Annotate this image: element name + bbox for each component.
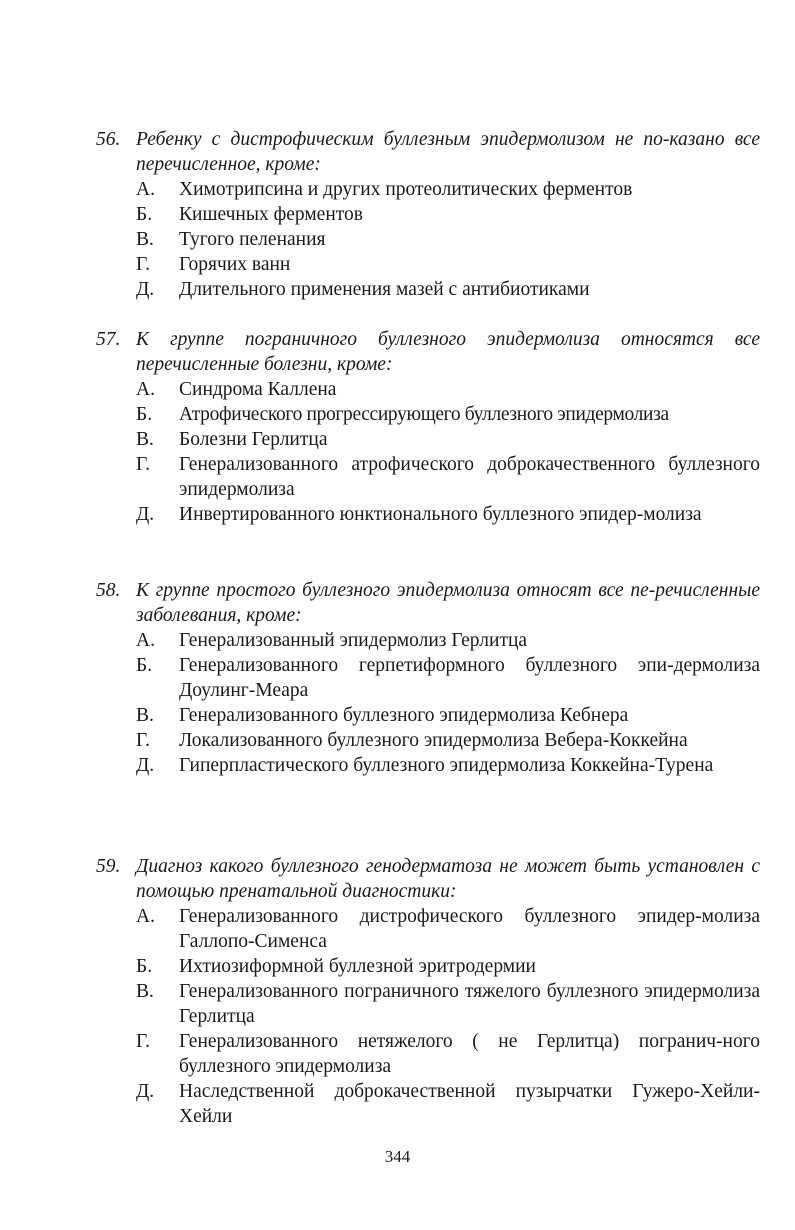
option-letter: В. — [136, 429, 154, 450]
answer-option — [96, 452, 760, 502]
option-text: Синдрома Каллена — [179, 379, 337, 400]
option-text: Ихтиозиформной буллезной эритродермии — [179, 956, 536, 977]
question-text: К группе пограничного буллезного эпидермолиза относятся все перечисленные болезни, кроме: — [136, 329, 760, 375]
answer-options — [96, 904, 760, 1129]
question-header — [96, 127, 760, 177]
answer-option — [96, 402, 760, 427]
option-letter: А. — [136, 379, 155, 400]
option-letter: А. — [136, 906, 155, 927]
question-number: 58. — [96, 580, 121, 601]
answer-options — [96, 628, 760, 778]
page-number: 344 — [384, 1147, 411, 1166]
question-56 — [96, 127, 760, 302]
answer-option — [96, 427, 760, 452]
answer-option — [96, 1079, 760, 1129]
option-letter: В. — [136, 981, 154, 1002]
answer-option — [96, 177, 760, 202]
question-59 — [96, 854, 760, 1129]
answer-option — [96, 202, 760, 227]
question-text: К группе простого буллезного эпидермолиза относят все пе-речисленные заболевания, кроме: — [136, 580, 760, 626]
option-text: Горячих ванн — [179, 254, 291, 275]
option-letter: А. — [136, 630, 155, 651]
option-letter: А. — [136, 179, 155, 200]
option-letter: В. — [136, 229, 154, 250]
option-letter: Б. — [136, 655, 153, 676]
answer-option — [96, 703, 760, 728]
option-letter: Г. — [136, 730, 150, 751]
question-text: Диагноз какого буллезного генодерматоза не может быть установлен с помощью пренатальной диагностики: — [136, 856, 760, 902]
answer-option — [96, 728, 760, 753]
option-text: Тугого пеленания — [179, 229, 326, 250]
question-number: 57. — [96, 329, 121, 350]
option-letter: Д. — [136, 504, 155, 525]
answer-option — [96, 653, 760, 703]
option-text: Генерализованного дистрофического буллезного эпидер-молиза Галлопо-Сименса — [179, 906, 760, 952]
option-text: Атрофического прогрессирующего буллезного эпидермолиза — [179, 404, 669, 425]
question-57 — [96, 327, 760, 527]
option-text: Локализованного буллезного эпидермолиза Вебера-Коккейна — [179, 730, 688, 751]
option-letter: Г. — [136, 454, 150, 475]
option-letter: Д. — [136, 755, 155, 776]
option-text: Генерализованного герпетиформного буллезного эпи-дермолиза Доулинг-Меара — [179, 655, 760, 701]
option-letter: Д. — [136, 1081, 155, 1102]
answer-option — [96, 954, 760, 979]
option-letter: Г. — [136, 1031, 150, 1052]
question-58 — [96, 578, 760, 778]
answer-option — [96, 277, 760, 302]
answer-option — [96, 227, 760, 252]
option-letter: Б. — [136, 204, 153, 225]
answer-options — [96, 177, 760, 302]
answer-option — [96, 502, 760, 527]
option-letter: Д. — [136, 279, 155, 300]
option-text: Генерализованного буллезного эпидермолиза Кебнера — [179, 705, 629, 726]
option-text: Наследственной доброкачественной пузырчатки Гужеро-Хейли-Хейли — [179, 1081, 760, 1127]
option-text: Кишечных ферментов — [179, 204, 363, 225]
answer-option — [96, 377, 760, 402]
answer-option — [96, 628, 760, 653]
option-letter: Г. — [136, 254, 150, 275]
option-text: Генерализованного атрофического доброкачественного буллезного эпидермолиза — [179, 454, 760, 500]
answer-option — [96, 979, 760, 1029]
option-text: Генерализованного нетяжелого ( не Герлитца) погранич-ного буллезного эпидермолиза — [179, 1031, 760, 1077]
question-text: Ребенку с дистрофическим буллезным эпидермолизом не по-казано все перечисленное, кроме: — [136, 129, 760, 175]
option-text: Инвертированного юнктионального буллезного эпидер-молиза — [179, 504, 702, 525]
answer-option — [96, 252, 760, 277]
option-letter: Б. — [136, 404, 153, 425]
option-text: Генерализованный эпидермолиз Герлитца — [179, 630, 528, 651]
question-number: 56. — [96, 129, 121, 150]
answer-option — [96, 904, 760, 954]
question-number: 59. — [96, 856, 121, 877]
option-text: Гиперпластического буллезного эпидермолиза Коккейна-Турена — [179, 755, 714, 776]
question-header — [96, 854, 760, 904]
question-header — [96, 327, 760, 377]
option-text: Генерализованного пограничного тяжелого буллезного эпидермолиза Герлитца — [179, 981, 760, 1027]
question-header — [96, 578, 760, 628]
option-letter: В. — [136, 705, 154, 726]
answer-option — [96, 753, 760, 778]
answer-option — [96, 1029, 760, 1079]
option-text: Химотрипсина и других протеолитических ферментов — [179, 179, 633, 200]
answer-options — [96, 377, 760, 527]
option-text: Длительного применения мазей с антибиотиками — [179, 279, 590, 300]
option-text: Болезни Герлитца — [179, 429, 328, 450]
option-letter: Б. — [136, 956, 153, 977]
